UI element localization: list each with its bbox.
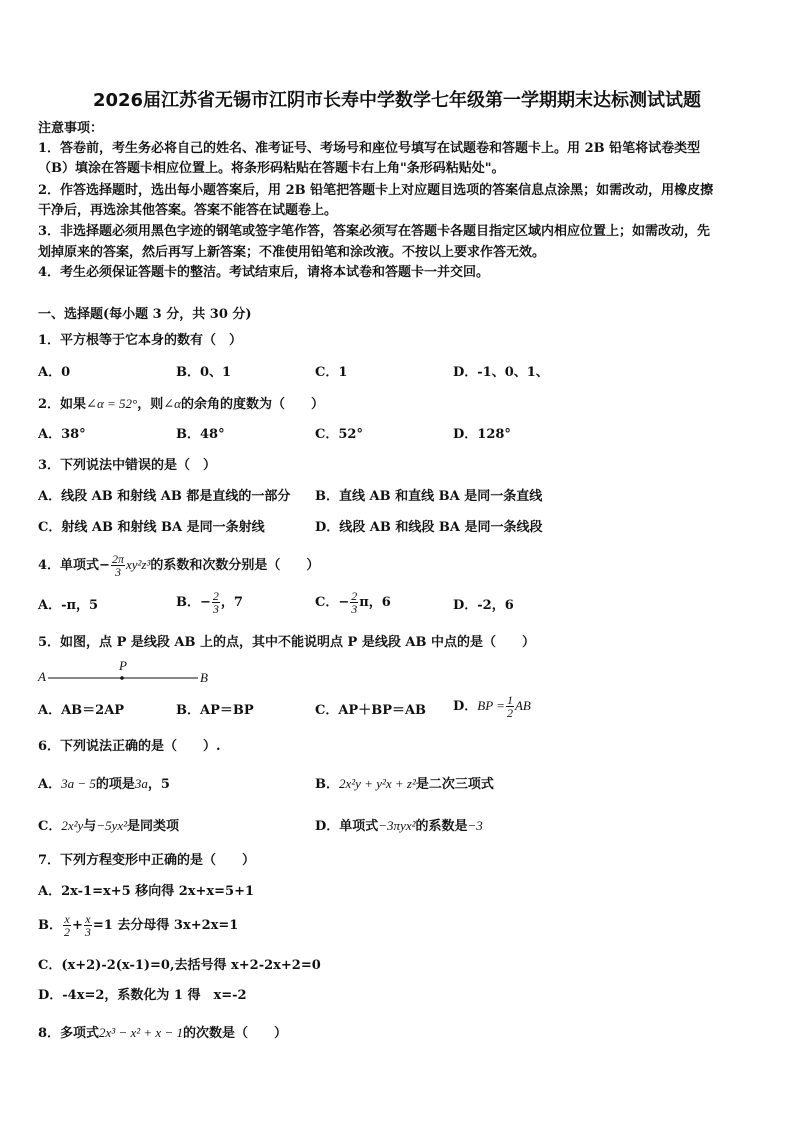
q7-option-c: C．(x+2)-2(x-1)=0,去括号得 x+2-2x+2=0 bbox=[38, 958, 321, 973]
q7-option-b-plus: + bbox=[72, 918, 83, 933]
q7-option-b-numerator-2: x bbox=[85, 912, 91, 926]
q5-option-c: C．AP＋BP＝AB bbox=[315, 703, 427, 718]
point-p-dot bbox=[120, 676, 124, 680]
q8-stem-b: 的次数是（ ） bbox=[182, 1026, 287, 1041]
q3-option-d: D．线段 AB 和线段 BA 是同一条线段 bbox=[315, 520, 543, 535]
q2-stem bbox=[38, 396, 324, 413]
q6-option-c bbox=[38, 818, 179, 835]
segment-ab-figure bbox=[38, 660, 218, 690]
q5-option-d-prefix: D． bbox=[453, 699, 478, 714]
q4-option-d: D．-2，6 bbox=[453, 598, 514, 613]
q2-stem-a: 2．如果 bbox=[38, 397, 87, 412]
q4-fraction-denominator: 3 bbox=[114, 565, 121, 579]
q2-option-d: D．128° bbox=[453, 427, 511, 442]
q6-option-d-expression: −3πyx² bbox=[378, 818, 416, 833]
q6-option-d-expression-2: −3 bbox=[467, 818, 483, 833]
q6-option-a-expression-2: 3a bbox=[134, 776, 148, 791]
q4-stem-a: 4．单项式− bbox=[38, 558, 110, 573]
notice-line-4: 干净后，再选涂其他答案。答案不能答在试题卷上。 bbox=[38, 203, 338, 218]
q6-stem: 6．下列说法正确的是（ ）. bbox=[38, 739, 221, 754]
q5-option-d bbox=[453, 694, 531, 719]
q4-option-c-suffix: π，6 bbox=[359, 595, 391, 610]
q7-option-b-fraction-2 bbox=[84, 913, 92, 938]
q4-option-c-numerator: 2 bbox=[351, 589, 358, 603]
q4-fraction-numerator: 2π bbox=[111, 552, 124, 566]
q2-stem-b: ，则 bbox=[137, 397, 164, 412]
q5-option-d-expression: BP = bbox=[477, 698, 505, 713]
notice-line-3: 2．作答选择题时，选出每小题答案后，用 2B 铅笔把答题卡上对应题目选项的答案信息点涂黑；如需改动，用橡皮擦 bbox=[38, 183, 714, 198]
segment-ab-diagram bbox=[38, 660, 218, 690]
q6-option-a bbox=[38, 776, 170, 793]
q7-stem: 7．下列方程变形中正确的是（ ） bbox=[38, 853, 256, 868]
q6-option-c-suffix: 是同类项 bbox=[127, 819, 180, 834]
notice-line-5: 3．非选择题必须用黑色字迹的钢笔或签字笔作答，答案必须写在答题卡各题目指定区域内相应位置上；如需改动，先 bbox=[38, 224, 711, 239]
q2-stem-c: 的余角的度数为（ ） bbox=[180, 397, 324, 412]
q7-option-b-suffix: =1 去分母得 3x+2x=1 bbox=[92, 918, 239, 933]
q6-option-d bbox=[315, 818, 483, 835]
q1-stem: 1．平方根等于它本身的数有（ ） bbox=[38, 333, 243, 348]
q6-option-a-prefix: A． bbox=[38, 777, 62, 792]
q7-option-b bbox=[38, 913, 238, 938]
q3-stem: 3．下列说法中错误的是（ ） bbox=[38, 458, 217, 473]
q5-option-d-fraction bbox=[506, 694, 514, 719]
q7-option-b-denominator-2: 3 bbox=[84, 925, 91, 939]
q6-option-a-suffix: ，5 bbox=[147, 777, 170, 792]
q4-option-c-fraction bbox=[350, 590, 358, 615]
q6-option-b-prefix: B． bbox=[315, 777, 339, 792]
q7-option-a: A．2x-1=x+5 移向得 2x+x=5+1 bbox=[38, 884, 255, 899]
q4-option-b-fraction bbox=[212, 590, 220, 615]
q2-option-b: B．48° bbox=[176, 427, 225, 442]
q1-option-d: D．-1、0、1、 bbox=[453, 365, 549, 380]
q6-option-d-text: 的系数是 bbox=[415, 819, 468, 834]
q4-option-c bbox=[315, 590, 391, 615]
q6-option-a-text: 的项是 bbox=[95, 777, 135, 792]
q5-option-d-denominator: 2 bbox=[506, 706, 513, 720]
q1-option-b: B．0、1 bbox=[176, 365, 232, 380]
point-a-label: A bbox=[38, 669, 46, 684]
q7-option-b-fraction-1 bbox=[63, 913, 71, 938]
q5-option-a: A．AB＝2AP bbox=[38, 703, 125, 718]
section-heading: 一、选择题(每小题 3 分，共 30 分) bbox=[38, 307, 252, 322]
q8-stem bbox=[38, 1025, 287, 1042]
q6-option-b-suffix: 是二次三项式 bbox=[415, 777, 494, 792]
q2-angle: ∠α bbox=[163, 396, 181, 411]
q5-stem: 5．如图，点 P 是线段 AB 上的点，其中不能说明点 P 是线段 AB 中点的是（ ） bbox=[38, 635, 535, 650]
q2-option-c: C．52° bbox=[315, 427, 363, 442]
q4-option-c-prefix: C．− bbox=[315, 595, 350, 610]
q4-coefficient-fraction bbox=[111, 553, 125, 578]
q2-angle-expression: ∠α = 52° bbox=[86, 396, 138, 411]
q6-option-d-prefix: D．单项式 bbox=[315, 819, 379, 834]
q6-option-a-expression: 3a − 5 bbox=[61, 776, 96, 791]
q6-option-c-expression: 2x²y bbox=[61, 818, 84, 833]
notice-line-1: 1．答卷前，考生务必将自己的姓名、准考证号、考场号和座位号填写在试题卷和答题卡上。用 2B 铅笔将试卷类型 bbox=[38, 141, 701, 156]
q7-option-b-denominator-1: 2 bbox=[64, 925, 70, 939]
q2-option-a: A．38° bbox=[38, 427, 86, 442]
q4-monomial: xy²z³ bbox=[125, 557, 151, 572]
q5-option-b: B．AP＝BP bbox=[176, 703, 254, 718]
q6-option-b-expression: 2x²y + y²x + z² bbox=[339, 776, 416, 791]
q6-option-c-prefix: C． bbox=[38, 819, 62, 834]
point-b-label: B bbox=[200, 670, 208, 685]
q4-option-b-denominator: 3 bbox=[212, 602, 219, 616]
notice-heading: 注意事项： bbox=[38, 121, 104, 136]
q1-option-a: A．0 bbox=[38, 365, 71, 380]
q6-option-b bbox=[315, 776, 494, 793]
notice-line-7: 4．考生必须保证答题卡的整洁。考试结束后，请将本试卷和答题卡一并交回。 bbox=[38, 265, 490, 280]
q4-option-b bbox=[176, 590, 243, 615]
q7-option-b-prefix: B． bbox=[38, 918, 62, 933]
q4-option-a: A．-π，5 bbox=[38, 598, 99, 613]
q4-stem bbox=[38, 553, 319, 578]
q8-polynomial: 2x³ − x² + x − 1 bbox=[99, 1025, 183, 1040]
notice-line-2: （B）填涂在答题卡相应位置上。将条形码粘贴在答题卡右上角"条形码粘贴处"。 bbox=[38, 161, 505, 176]
page-title: 2026届江苏省无锡市江阴市长寿中学数学七年级第一学期期末达标测试试题 bbox=[92, 90, 702, 111]
q7-option-d: D．-4x=2，系数化为 1 得 x=-2 bbox=[38, 988, 247, 1003]
q8-stem-a: 8．多项式 bbox=[38, 1026, 100, 1041]
q4-option-b-suffix: ，7 bbox=[220, 595, 243, 610]
q4-stem-b: 的系数和次数分别是（ ） bbox=[150, 558, 320, 573]
q3-option-c: C．射线 AB 和射线 BA 是同一条射线 bbox=[38, 520, 265, 535]
q7-option-b-numerator-1: x bbox=[64, 912, 70, 926]
q1-option-c: C．1 bbox=[315, 365, 348, 380]
q5-option-d-suffix: AB bbox=[514, 698, 531, 713]
q4-option-b-prefix: B．− bbox=[176, 595, 211, 610]
q5-option-d-numerator: 1 bbox=[506, 693, 513, 707]
q3-option-b: B．直线 AB 和直线 BA 是同一条直线 bbox=[315, 489, 543, 504]
q6-option-c-expression-2: −5yx² bbox=[96, 818, 128, 833]
q4-option-c-denominator: 3 bbox=[351, 602, 358, 616]
q6-option-c-text: 与 bbox=[83, 819, 97, 834]
notice-line-6: 划掉原来的答案，然后再写上新答案；不准使用铅笔和涂改液。不按以上要求作答无效。 bbox=[38, 245, 546, 260]
q4-option-b-numerator: 2 bbox=[212, 589, 219, 603]
point-p-label: P bbox=[119, 658, 127, 673]
q3-option-a: A．线段 AB 和射线 AB 都是直线的一部分 bbox=[38, 489, 291, 504]
